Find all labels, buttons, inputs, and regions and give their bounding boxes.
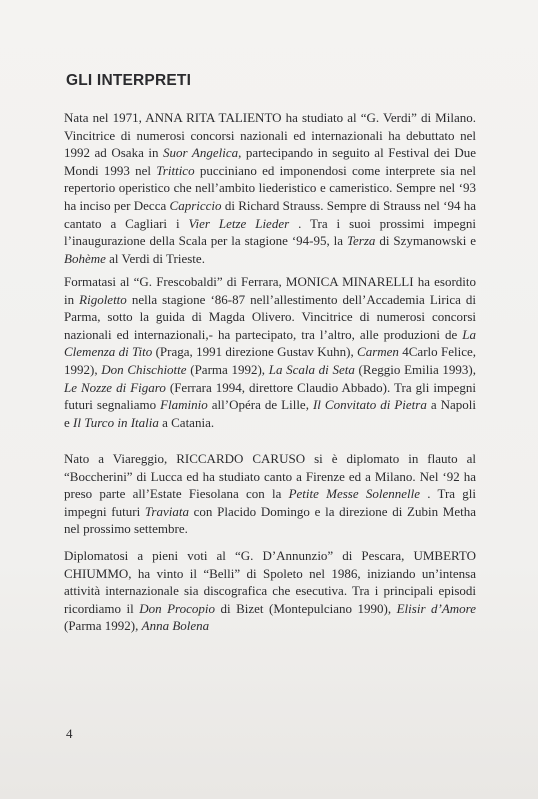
text-run: (Ferrara 1994, direttore Claudio Abbado). Tra gli impegni futuri segnaliamo [64,379,476,413]
text-run: Diplomatosi a pieni voti al “G. D’Annunzio” di Pescara, UMBERTO CHIUMMO, ha vinto il “Belli” di Spoleto nel 1986, iniziando un’intensa attività internazionale sia discografica che esecutiva. Tra i principali episodi ricordiamo il [64,548,476,616]
text-run: all’Opéra de Lille, [207,397,313,413]
text-run: Formatasi al “G. Frescobaldi” di Ferrara, MONICA MINARELLI ha esordito in [64,274,476,307]
italic-title: La Clemenza di Tito [64,326,476,360]
text-run: . Tra gli impegni futuri [64,486,477,519]
italic-title: Il Turco in Italia [73,414,159,430]
paragraph-text [64,547,476,635]
section-heading: GLI INTERPRETI [66,72,192,89]
text-run: Nata nel 1971, ANNA RITA TALIENTO ha studiato al “G. Verdi” di Milano. Vincitrice di numerosi concorsi nazionali ed internazionali ha debuttato nel 1992 ad Osaka in [64,110,476,161]
text-run: (Praga, 1991 direzione Gustav Kuhn), [152,344,358,360]
italic-title: Bohème [64,250,106,266]
text-run: (Parma 1992), [64,618,142,634]
italic-title: La Scala di Seta [268,361,355,377]
text-run: al Verdi di Trieste. [105,250,205,266]
italic-title: Anna Bolena [141,618,210,634]
paragraph-caruso [64,450,476,538]
text-run: Nato a Viareggio, RICCARDO CARUSO si è diplomato in flauto al “Boccherini” di Lucca ed ha studiato canto a Firenze ed a Milano. Nel ‘92 ha preso parte all’Estate Fiesolana con la [64,451,476,502]
text-run: di Richard Strauss. Sempre di Strauss nel ‘94 ha cantato a Cagliari i [64,197,477,231]
text-run: (Parma 1992), [186,361,269,377]
italic-title: Don Chischiotte [101,361,187,377]
italic-title: Flaminio [160,397,208,413]
page-number: 4 [66,726,73,741]
text-run: . Tra i suoi prossimi impegni l’inaugurazione della Scala per la stagione ‘94-95, la [64,215,476,249]
italic-title: Elisir d’Amore [396,600,476,616]
italic-title: Traviata [144,503,189,519]
text-run: 4Carlo Felice, 1992), [64,344,476,377]
paragraph-taliento [64,109,476,267]
italic-title: Vier Letze Lieder [188,215,290,231]
text-run: , partecipando in seguito al Festival dei Due Mondi 1993 nel [64,145,477,178]
italic-title: Suor Angelica [163,145,239,161]
italic-title: Don Procopio [139,600,216,616]
italic-title: Le Nozze di Figaro [64,379,166,395]
paragraph-minarelli [64,273,476,431]
paragraph-chiummo [64,547,476,635]
text-run: a Catania. [158,414,215,430]
italic-title: Trittico [156,162,195,178]
italic-title: Il Convitato di Pietra [312,397,427,413]
paragraph-text [64,273,476,431]
italic-title: Petite Messe Solennelle [288,486,420,502]
italic-title: Carmen [357,344,399,360]
italic-title: Capriccio [169,197,222,213]
text-run: (Reggio Emilia 1993), [354,361,477,377]
text-run: nella stagione ‘86-87 nell’allestimento dell’Accademia Lirica di Parma, sotto la guida di Magda Olivero. Vincitrice di numerosi concorsi nazionali ed internazionali,- ha partecipato, tra l’altro, alle produzioni de [64,291,476,342]
text-run: di Bizet (Montepulciano 1990), [215,600,397,616]
italic-title: Rigoletto [79,291,127,307]
text-run: con Placido Domingo e la direzione di Zubin Metha nel prossimo settembre. [64,503,476,537]
italic-title: Terza [346,233,376,249]
text-run: di Szymanowski e [375,233,476,249]
text-run: a Napoli e [64,397,476,430]
paragraph-text [64,109,476,267]
text-run: pucciniano ed imponendosi come interprete sia nel repertorio operistico che nell’ambito liederistico e cameristico. Sempre nel ‘93 ha inciso per Decca [64,162,476,213]
paragraph-text [64,450,476,538]
